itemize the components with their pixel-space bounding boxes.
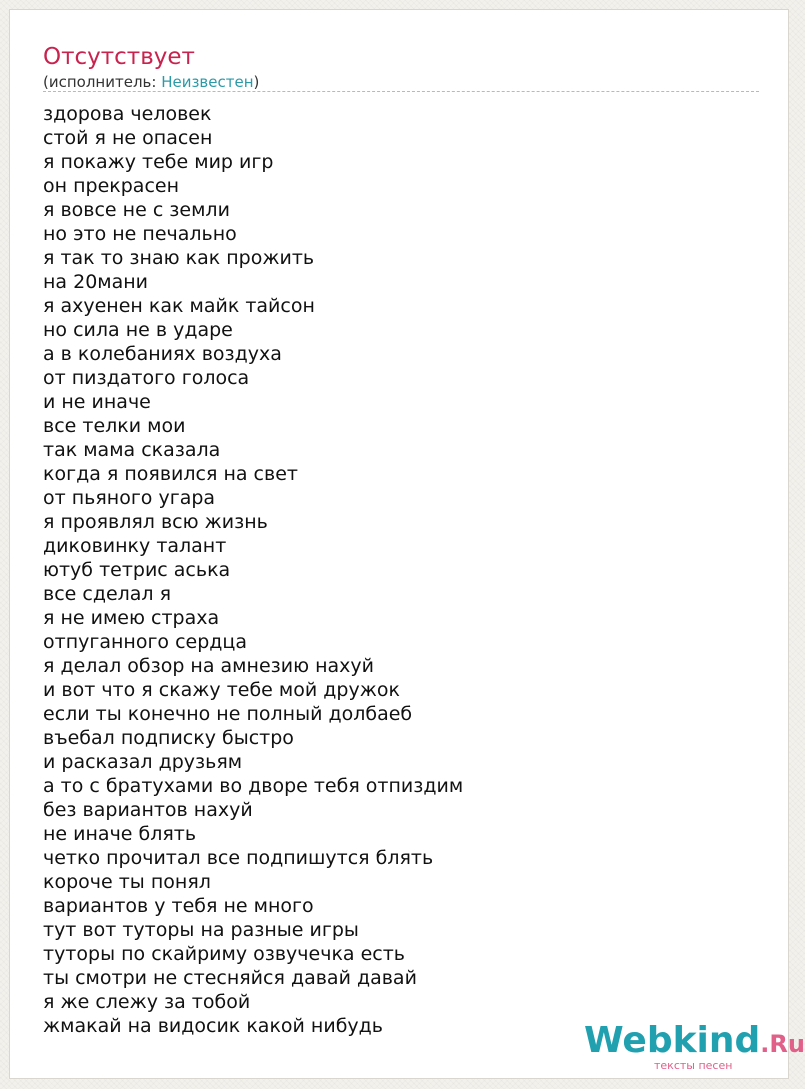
lyric-line: я ахуенен как майк тайсон <box>43 295 315 317</box>
song-title: Отсутствует <box>43 44 195 70</box>
artist-line <box>43 72 259 92</box>
lyric-line: на 20мани <box>43 271 149 293</box>
watermark-logo <box>584 1021 805 1064</box>
lyric-line: а в колебаниях воздуха <box>43 343 282 365</box>
lyric-line: вариантов у тебя не много <box>43 895 314 917</box>
lyric-line: короче ты понял <box>43 871 211 893</box>
lyric-line: я же слежу за тобой <box>43 991 251 1013</box>
lyrics-card <box>9 9 805 1079</box>
lyric-line: я проявлял всю жизнь <box>43 511 268 533</box>
lyric-line: я делал обзор на амнезию нахуй <box>43 655 375 677</box>
lyric-line: и вот что я скажу тебе мой дружок <box>43 679 400 701</box>
lyric-line: я вовсе не с земли <box>43 199 230 221</box>
site-watermark <box>584 1020 805 1072</box>
lyric-line: он прекрасен <box>43 175 179 197</box>
watermark-tagline: тексты песен <box>654 1059 733 1072</box>
lyric-line: ты смотри не стесняйся давай давай <box>43 967 417 989</box>
lyric-line: отпуганного сердца <box>43 631 248 653</box>
lyric-line: без вариантов нахуй <box>43 799 253 821</box>
lyric-line: я покажу тебе мир игр <box>43 151 274 173</box>
lyrics-text <box>43 102 463 1038</box>
watermark-brand: Webkind <box>584 1020 761 1061</box>
lyric-line: но это не печально <box>43 223 237 245</box>
lyric-line: четко прочитал все подпишутся блять <box>43 847 434 869</box>
lyric-line: тут вот туторы на разные игры <box>43 919 359 941</box>
lyric-line: жмакай на видосик какой нибудь <box>43 1015 383 1037</box>
lyric-line: я так то знаю как прожить <box>43 247 315 269</box>
lyric-line: и не иначе <box>43 391 151 413</box>
lyric-line: и расказал друзьям <box>43 751 243 773</box>
artist-link[interactable]: Неизвестен <box>161 73 254 91</box>
lyric-line: все сделал я <box>43 583 172 605</box>
lyric-line: так мама сказала <box>43 439 221 461</box>
artist-suffix: ) <box>253 73 260 91</box>
lyric-line: здорова человек <box>43 103 212 125</box>
lyric-line: но сила не в ударе <box>43 319 233 341</box>
lyric-line: стой я не опасен <box>43 127 213 149</box>
lyric-line: не иначе блять <box>43 823 197 845</box>
lyric-line: ютуб тетрис аська <box>43 559 231 581</box>
watermark-tld: .Ru <box>760 1030 805 1058</box>
lyric-line: от пиздатого голоса <box>43 367 250 389</box>
lyric-line: я не имею страха <box>43 607 220 629</box>
lyric-line: въебал подписку быстро <box>43 727 294 749</box>
lyric-line: диковинку талант <box>43 535 227 557</box>
lyric-line: туторы по скайриму озвучечка есть <box>43 943 406 965</box>
lyric-line: а то с братухами во дворе тебя отпиздим <box>43 775 464 797</box>
lyric-line: если ты конечно не полный долбаеб <box>43 703 413 725</box>
lyric-line: все телки мои <box>43 415 186 437</box>
lyric-line: от пьяного угара <box>43 487 216 509</box>
lyric-line: когда я появился на свет <box>43 463 298 485</box>
artist-prefix: (исполнитель: <box>43 73 162 91</box>
title-divider <box>43 91 759 92</box>
